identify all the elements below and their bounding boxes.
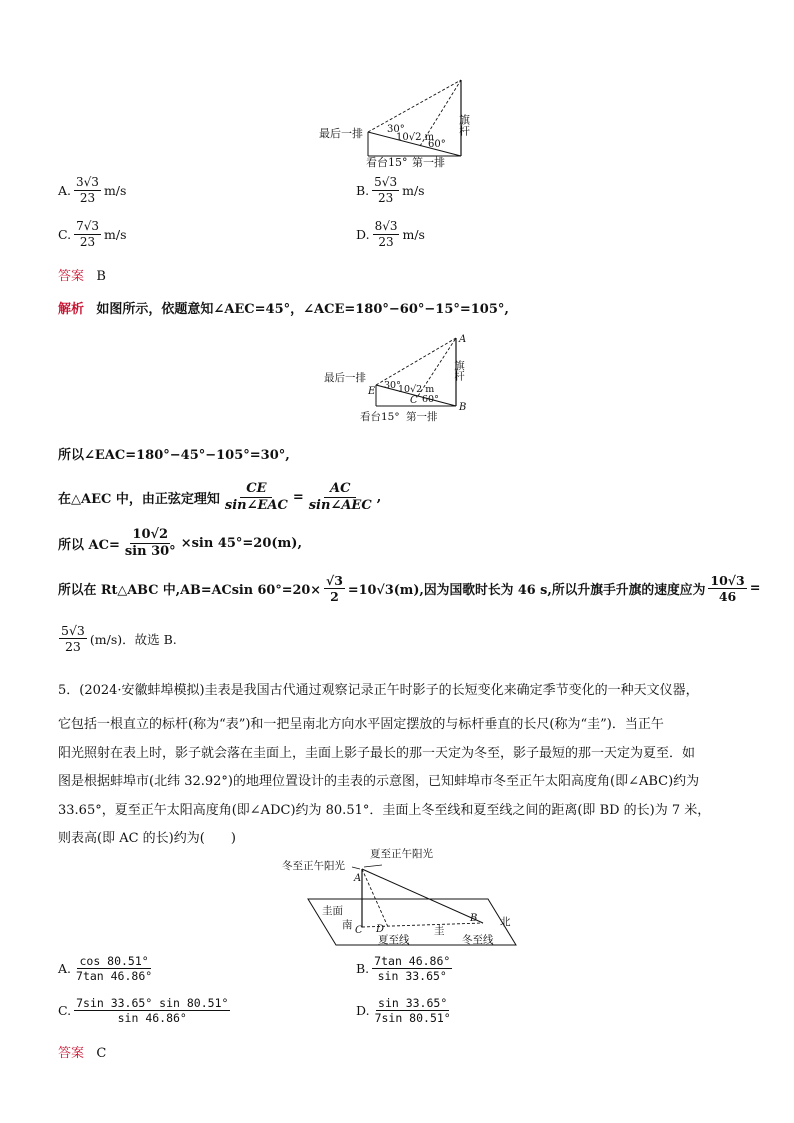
q4-option-a[interactable]: A. $\frac{3√3}{23}$ m/s: [58, 175, 127, 205]
answer-label: 答案: [58, 269, 85, 284]
fig1-first-row: 第一排: [412, 156, 445, 169]
q4-step4: 所以在 Rt△ABC 中,AB=ACsin 60°=20× $\frac{√3}{2}$ =10√3(m),因为国歌时长为 46 s,所以升旗手升旗的速度应为 $\frac{10√3}{46}$ =: [58, 573, 761, 605]
fig2-label-c: C: [410, 395, 418, 406]
q4-option-b[interactable]: B. $\frac{5√3}{23}$ m/s: [356, 175, 425, 205]
fig3-label-c: C: [355, 925, 363, 936]
fig2-angle60: 60°: [422, 394, 439, 405]
fig2-label-b: B: [459, 402, 467, 413]
fig2-pole: 旗杆: [453, 360, 465, 381]
fig2-dist: 10√2 m: [398, 384, 435, 395]
fig2-label-e: E: [368, 386, 376, 397]
figure-stadium-flagpole-2: [318, 330, 488, 426]
fig2-first-row: 第一排: [406, 411, 438, 423]
fig2-angle30: 30°: [384, 380, 401, 391]
q4-analysis: [58, 298, 509, 317]
fig2-stand: 看台15°: [360, 411, 400, 423]
fig3-north: 北: [500, 916, 511, 928]
q5-line6: 则表高(即 AC 的长)约为( ): [58, 831, 236, 846]
fig3-summer-line: 夏至线: [378, 934, 410, 946]
figure-stadium-flagpole-1: [300, 74, 500, 170]
q5-option-c[interactable]: C. $\frac{7\sin 33.65^\circ \sin 80.51^\circ}{\sin 46.86^\circ}$: [58, 996, 229, 1026]
q4-step5: $\frac{5√3}{23}$ (m/s)．故选 B.: [61, 623, 177, 655]
figure-gnomon: [278, 845, 528, 955]
fig3-label-a: A: [354, 873, 362, 884]
q4-step3: 所以 AC= $\frac{10√2}{\sin 30^\circ}$ ×sin 45°=20(m),: [58, 527, 302, 559]
answer-label: 答案: [58, 1046, 85, 1061]
fig1-stand: 看台15°: [366, 156, 408, 169]
q5-option-b[interactable]: B. $\frac{7\tan 46.86^\circ}{\sin 33.65^\circ}$: [356, 954, 451, 984]
fig1-angle30: 30°: [387, 124, 405, 135]
fig2-last-row: 最后一排: [324, 372, 366, 384]
fig1-last-row: 最后一排: [319, 127, 363, 140]
q5-answer: [58, 1042, 106, 1061]
analysis-label: 解析: [58, 302, 85, 317]
q4-option-c[interactable]: C. $\frac{7√3}{23}$ m/s: [58, 219, 127, 249]
q4-answer: [58, 265, 106, 284]
q5-line1: 5．(2024·安徽蚌埠模拟)圭表是我国古代通过观察记录正午时影子的长短变化来确定季节变化的一种天文仪器，: [58, 683, 699, 698]
analysis-line1: 如图所示，依题意知∠AEC=45°，∠ACE=180°−60°−15°=105°,: [96, 302, 509, 317]
q5-option-d[interactable]: D. $\frac{\sin 33.65^\circ}{7\sin 80.51^\circ}$: [356, 996, 451, 1026]
q4-step1: 所以∠EAC=180°−45°−105°=30°,: [58, 448, 290, 463]
q5-line2: 它包括一根直立的标杆(称为“表”)和一把呈南北方向水平固定摆放的与标杆垂直的长尺(称为“圭”)．当正午: [58, 717, 664, 732]
fig3-label-d: D: [376, 924, 385, 935]
fig3-gui-face: 圭面: [322, 905, 343, 917]
q5-line5: 33.65°，夏至正午太阳高度角(即∠ADC)约为 80.51°．圭面上冬至线和夏至线之间的距离(即 BD 的长)为 7 米，: [58, 803, 711, 818]
fig1-pole: 旗杆: [457, 114, 471, 136]
fig3-summer-sun: 夏至正午阳光: [370, 848, 433, 860]
q5-option-a[interactable]: A. $\frac{\cos 80.51^\circ}{7\tan 46.86^\circ}$: [58, 954, 153, 984]
answer-value: C: [96, 1046, 107, 1061]
q5-line3: 阳光照射在表上时，影子就会落在圭面上，圭面上影子最长的那一天定为冬至，影子最短的那一天定为夏至．如: [58, 746, 696, 761]
q4-step2: 在△AEC 中，由正弦定理知 $\frac{CE}{\text{sin∠EAC}}$ = $\frac{AC}{\text{sin∠AEC}}$ ,: [58, 481, 382, 513]
fig1-angle60: 60°: [428, 139, 446, 150]
fig3-winter-sun: 冬至正午阳光: [282, 860, 345, 872]
q4-option-d[interactable]: D. $\frac{8√3}{23}$ m/s: [356, 219, 425, 249]
fig3-label-b: B: [470, 913, 478, 924]
answer-value: B: [96, 269, 106, 284]
fig3-south: 南: [342, 919, 353, 931]
fig3-gui: 圭: [434, 925, 445, 937]
fig3-winter-line: 冬至线: [462, 934, 494, 946]
fig2-label-a: A: [459, 334, 467, 345]
fig1-dist: 10√2 m: [396, 132, 435, 143]
q5-line4: 图是根据蚌埠市(北纬 32.92°)的地理位置设计的圭表的示意图，已知蚌埠市冬至正午太阳高度角(即∠ABC)约为: [58, 774, 700, 789]
